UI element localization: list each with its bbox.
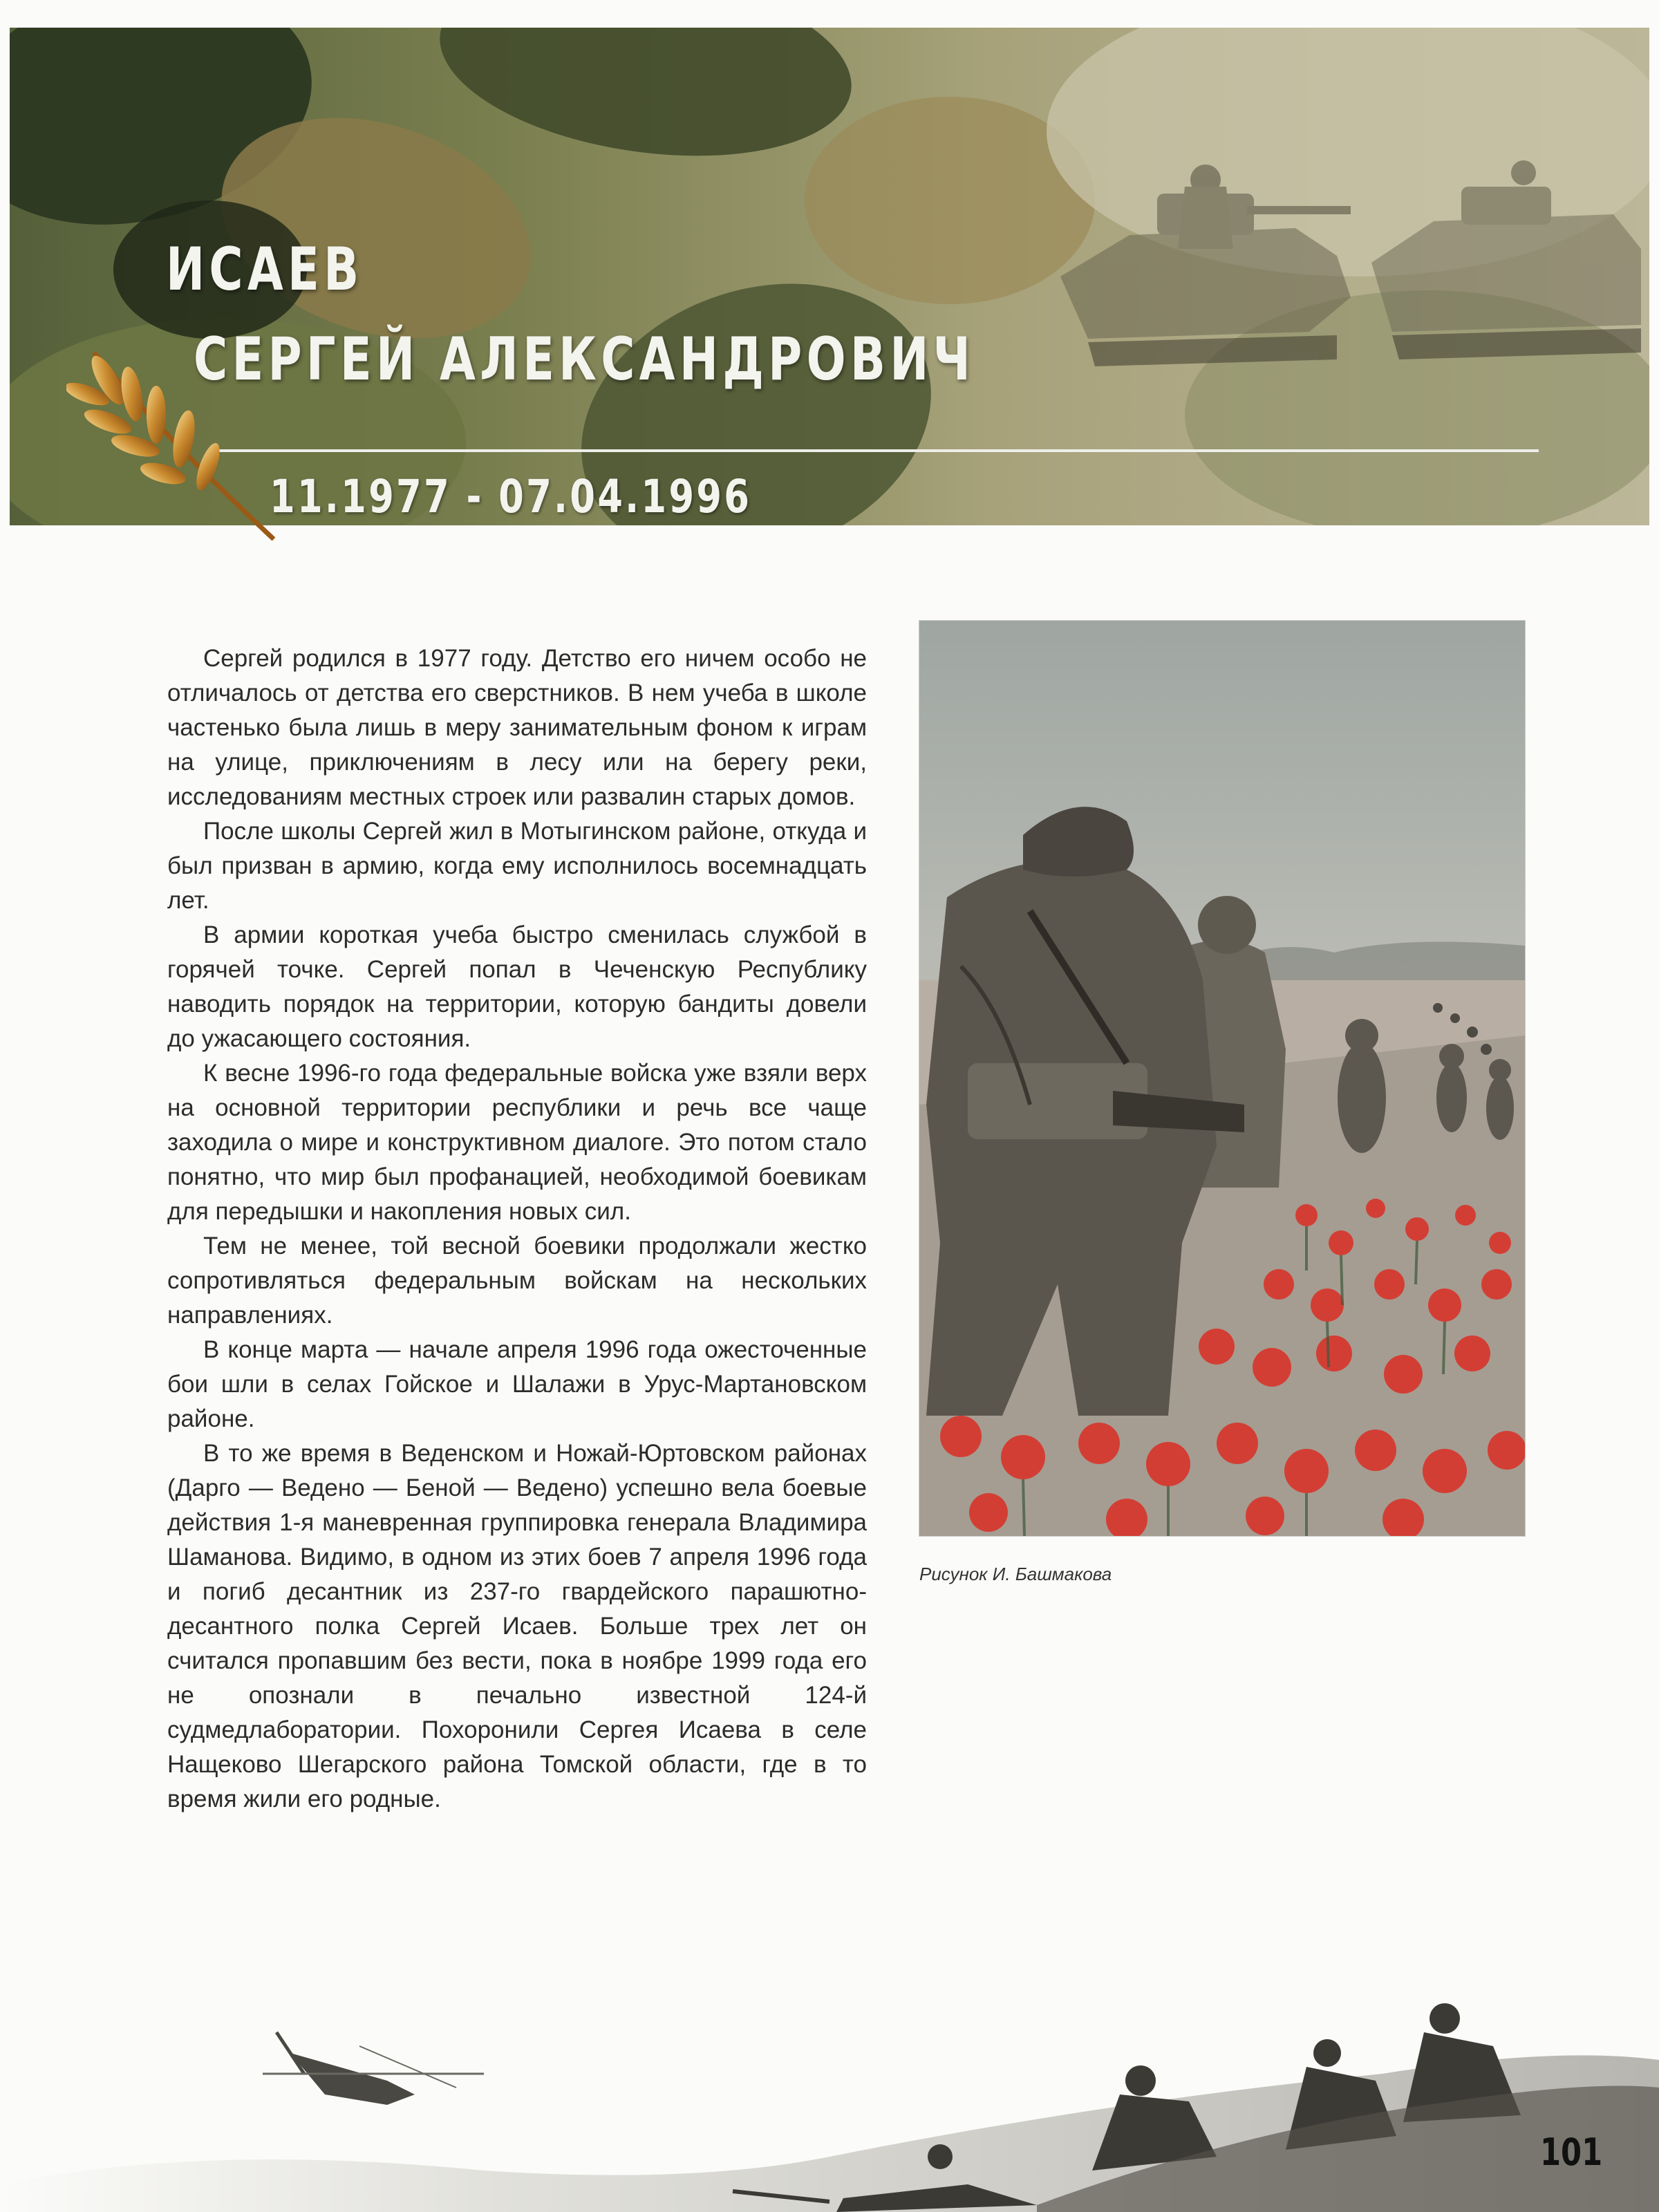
hero-given-names: СЕРГЕЙ АЛЕКСАНДРОВИЧ bbox=[194, 325, 975, 394]
article-paragraph: В конце марта — начале апреля 1996 года ожесточенные бои шли в селах Гойское и Шалажи в Урус-Мартановском районе. bbox=[167, 1336, 867, 1432]
camo-patch bbox=[428, 28, 863, 180]
illustration-caption: Рисунок И. Башмакова bbox=[919, 1564, 1112, 1584]
article-paragraph: После школы Сергей жил в Мотыгинском районе, откуда и был призван в армию, когда ему исполнилось восемнадцать лет. bbox=[167, 818, 867, 914]
armored-vehicles-photo bbox=[1047, 69, 1641, 401]
soldiers-poppy-field-drawing bbox=[919, 621, 1525, 1536]
helicopter-icon bbox=[263, 2032, 484, 2105]
hero-surname: ИСАЕВ bbox=[166, 235, 364, 304]
page-number: 101 bbox=[1540, 2130, 1603, 2174]
article-paragraph: К весне 1996-го года федеральные войска уже взяли верх на основной территории республики и речь все чаще заходила о мире и конструктивном диалоге. Это потом стало понятно, что мир был профанацией, необходимой боевикам для передышки и накопления новых сил. bbox=[167, 1060, 867, 1225]
title-divider bbox=[217, 449, 1539, 452]
article-paragraph: Сергей родился в 1977 году. Детство его ничем особо не отличалось от детства его сверстников. В нем учеба в школе частенько была лишь в меру занимательным фоном к играм на улице, приключениям в лесу или на берегу реки, исследованиям местных строек или развалин старых домов. bbox=[167, 645, 867, 810]
article-paragraph: Тем не менее, той весной боевики продолжали жестко сопротивляться федеральным войскам на нескольких направлениях. bbox=[167, 1232, 867, 1329]
article-paragraph: В то же время в Веденском и Ножай-Юртовском районах (Дарго — Ведено — Беной — Ведено) успешно вела боевые действия 1-я маневренная группировка генерала Владимира Шаманова. Видимо, в одном из этих боев 7 апреля 1996 года и погиб десантник из 237-го гвардейского парашютно-десантного полка Сергей Исаев. Больше трех лет он считался пропавшим без вести, пока в ноябре 1999 года его не опознали в печально известной 124-й судмедлаборатории. Похоронили Сергея Исаева в селе Нащеково Шегарского района Томской области, где в то время жили его родные. bbox=[167, 1440, 867, 1812]
laurel-branch-icon bbox=[66, 339, 288, 546]
footer-battle-scene bbox=[0, 1977, 1659, 2212]
life-dates: 11.1977 - 07.04.1996 bbox=[270, 470, 752, 523]
article-paragraph: В армии короткая учеба быстро сменилась службой в горячей точке. Сергей попал в Чеченскую Республику наводить порядок на территории, которую бандиты довели до ужасающего состояния. bbox=[167, 921, 867, 1052]
article-body bbox=[167, 641, 867, 1817]
